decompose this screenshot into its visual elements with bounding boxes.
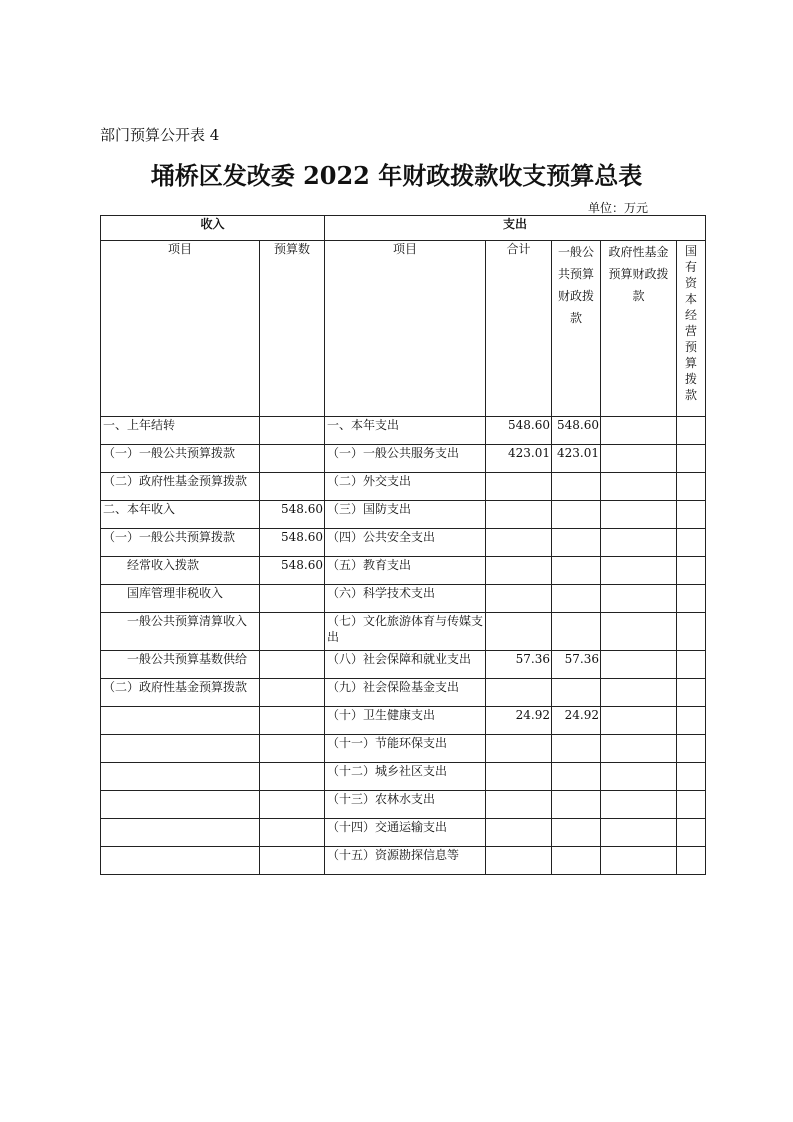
- general-budget-cell: [552, 473, 601, 501]
- state-capital-cell: [677, 707, 706, 735]
- table-row: [101, 529, 706, 557]
- general-budget-cell: [552, 613, 601, 651]
- income-value-cell: 548.60: [260, 529, 325, 557]
- general-budget-cell: [552, 819, 601, 847]
- gov-fund-cell: [601, 557, 677, 585]
- general-budget-header: [552, 241, 601, 417]
- general-budget-cell: 24.92: [552, 707, 601, 735]
- expense-total-cell: [486, 819, 552, 847]
- state-capital-cell: [677, 735, 706, 763]
- gov-fund-header: [601, 241, 677, 417]
- expense-total-cell: [486, 473, 552, 501]
- expense-total-cell: [486, 763, 552, 791]
- general-budget-cell: [552, 501, 601, 529]
- general-budget-cell: [552, 679, 601, 707]
- gov-fund-cell: [601, 585, 677, 613]
- income-item-cell: [101, 763, 260, 791]
- unit-label: 单位：万元: [588, 201, 649, 215]
- table-row: [101, 679, 706, 707]
- income-item-cell: （二）政府性基金预算拨款: [101, 473, 260, 501]
- expense-item-header: 项目: [325, 241, 486, 417]
- state-capital-cell: [677, 445, 706, 473]
- state-capital-cell: [677, 501, 706, 529]
- expense-total-cell: [486, 847, 552, 875]
- expense-total-cell: 548.60: [486, 417, 552, 445]
- expense-item-cell: （十二）城乡社区支出: [325, 763, 486, 791]
- expense-total-cell: 57.36: [486, 651, 552, 679]
- expense-total-cell: [486, 735, 552, 763]
- general-budget-cell: [552, 529, 601, 557]
- expense-item-cell: （五）教育支出: [325, 557, 486, 585]
- general-budget-cell: [552, 847, 601, 875]
- table-row: [101, 585, 706, 613]
- income-value-cell: [260, 585, 325, 613]
- state-capital-cell: [677, 529, 706, 557]
- table-row: [101, 613, 706, 651]
- general-budget-cell: [552, 557, 601, 585]
- table-row: [101, 819, 706, 847]
- state-capital-label: 国有资本经营预算拨款: [685, 244, 698, 402]
- state-capital-cell: [677, 613, 706, 651]
- gov-fund-cell: [601, 529, 677, 557]
- expense-total-cell: 423.01: [486, 445, 552, 473]
- table-row: [101, 791, 706, 819]
- expense-item-cell: 一、本年支出: [325, 417, 486, 445]
- general-budget-cell: [552, 791, 601, 819]
- income-value-cell: 548.60: [260, 501, 325, 529]
- general-budget-cell: 57.36: [552, 651, 601, 679]
- table-row: [101, 473, 706, 501]
- state-capital-cell: [677, 557, 706, 585]
- income-item-cell: [101, 791, 260, 819]
- expense-total-cell: 24.92: [486, 707, 552, 735]
- income-item-cell: [101, 707, 260, 735]
- expense-total-cell: [486, 613, 552, 651]
- expense-item-cell: （三）国防支出: [325, 501, 486, 529]
- general-budget-cell: [552, 735, 601, 763]
- state-capital-cell: [677, 651, 706, 679]
- table-row: [101, 651, 706, 679]
- income-item-cell: [101, 819, 260, 847]
- gov-fund-label: 政府性基金预算财政拨款: [608, 245, 669, 303]
- gov-fund-cell: [601, 473, 677, 501]
- expense-total-cell: [486, 679, 552, 707]
- table-row: [101, 763, 706, 791]
- gov-fund-cell: [601, 707, 677, 735]
- table-row: [101, 847, 706, 875]
- table-body: [101, 417, 706, 875]
- state-capital-cell: [677, 679, 706, 707]
- income-value-cell: [260, 417, 325, 445]
- gov-fund-cell: [601, 763, 677, 791]
- state-capital-cell: [677, 417, 706, 445]
- gov-fund-cell: [601, 651, 677, 679]
- gov-fund-cell: [601, 613, 677, 651]
- income-value-cell: [260, 613, 325, 651]
- income-item-cell: 国库管理非税收入: [101, 585, 260, 613]
- income-header: 收入: [101, 216, 325, 241]
- income-item-cell: [101, 735, 260, 763]
- expense-header: 支出: [325, 216, 706, 241]
- income-item-cell: 二、本年收入: [101, 501, 260, 529]
- gov-fund-cell: [601, 735, 677, 763]
- state-capital-header: [677, 241, 706, 417]
- expense-item-cell: （四）公共安全支出: [325, 529, 486, 557]
- general-budget-cell: 423.01: [552, 445, 601, 473]
- expense-item-cell: （一）一般公共服务支出: [325, 445, 486, 473]
- total-header: 合计: [486, 241, 552, 417]
- income-value-cell: [260, 473, 325, 501]
- income-value-cell: [260, 819, 325, 847]
- income-value-cell: [260, 791, 325, 819]
- table-caption: 部门预算公开表 4: [100, 126, 220, 144]
- expense-total-cell: [486, 557, 552, 585]
- income-item-cell: [101, 847, 260, 875]
- state-capital-cell: [677, 585, 706, 613]
- income-value-cell: [260, 679, 325, 707]
- income-item-cell: 经常收入拨款: [101, 557, 260, 585]
- state-capital-cell: [677, 847, 706, 875]
- expense-total-cell: [486, 585, 552, 613]
- income-value-cell: [260, 735, 325, 763]
- gov-fund-cell: [601, 501, 677, 529]
- expense-item-cell: （十五）资源勘探信息等: [325, 847, 486, 875]
- state-capital-cell: [677, 473, 706, 501]
- state-capital-cell: [677, 819, 706, 847]
- general-budget-cell: [552, 585, 601, 613]
- expense-item-cell: （六）科学技术支出: [325, 585, 486, 613]
- expense-item-cell: （二）外交支出: [325, 473, 486, 501]
- table-row: [101, 707, 706, 735]
- gov-fund-cell: [601, 445, 677, 473]
- income-value-cell: 548.60: [260, 557, 325, 585]
- gov-fund-cell: [601, 819, 677, 847]
- state-capital-cell: [677, 791, 706, 819]
- income-item-cell: 一、上年结转: [101, 417, 260, 445]
- gov-fund-cell: [601, 679, 677, 707]
- income-item-cell: （一）一般公共预算拨款: [101, 529, 260, 557]
- general-budget-cell: [552, 763, 601, 791]
- gov-fund-cell: [601, 791, 677, 819]
- general-budget-cell: 548.60: [552, 417, 601, 445]
- general-budget-label: 一般公共预算财政拨款: [558, 245, 595, 325]
- table-row: [101, 417, 706, 445]
- gov-fund-cell: [601, 417, 677, 445]
- expense-total-cell: [486, 501, 552, 529]
- income-value-cell: [260, 847, 325, 875]
- income-item-header: 项目: [101, 241, 260, 417]
- expense-total-cell: [486, 529, 552, 557]
- income-value-cell: [260, 707, 325, 735]
- page-title: 埇桥区发改委 2022 年财政拨款收支预算总表: [150, 161, 643, 190]
- income-item-cell: 一般公共预算基数供给: [101, 651, 260, 679]
- state-capital-cell: [677, 763, 706, 791]
- income-value-cell: [260, 763, 325, 791]
- expense-item-cell: （九）社会保险基金支出: [325, 679, 486, 707]
- expense-item-cell: （十四）交通运输支出: [325, 819, 486, 847]
- expense-item-cell: （十三）农林水支出: [325, 791, 486, 819]
- expense-total-cell: [486, 791, 552, 819]
- budget-amount-header: 预算数: [260, 241, 325, 417]
- income-item-cell: （二）政府性基金预算拨款: [101, 679, 260, 707]
- table-row: [101, 445, 706, 473]
- gov-fund-cell: [601, 847, 677, 875]
- expense-item-cell: （七）文化旅游体育与传媒支出: [325, 613, 486, 651]
- income-item-cell: （一）一般公共预算拨款: [101, 445, 260, 473]
- expense-item-cell: （十）卫生健康支出: [325, 707, 486, 735]
- table-row: [101, 735, 706, 763]
- income-value-cell: [260, 445, 325, 473]
- income-value-cell: [260, 651, 325, 679]
- expense-item-cell: （八）社会保障和就业支出: [325, 651, 486, 679]
- table-row: [101, 501, 706, 529]
- income-item-cell: 一般公共预算清算收入: [101, 613, 260, 651]
- table-row: [101, 557, 706, 585]
- expense-item-cell: （十一）节能环保支出: [325, 735, 486, 763]
- budget-table: [100, 215, 706, 875]
